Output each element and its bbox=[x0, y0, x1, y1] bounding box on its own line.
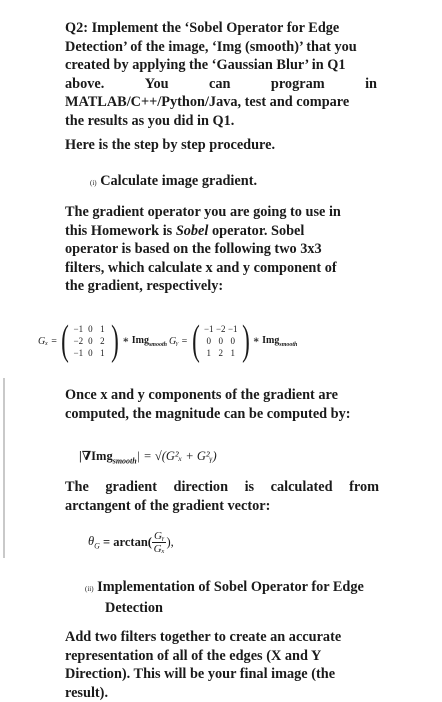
matrix-cell: 0 bbox=[215, 335, 227, 347]
fraction-numerator: Gᵧ bbox=[152, 530, 166, 543]
question-line: created by applying the ‘Gaussian Blur’ in Q1 bbox=[65, 56, 377, 75]
matrix-cell: −2 bbox=[72, 335, 84, 347]
question-line: Detection’ of the image, ‘Img (smooth)’ that you bbox=[65, 38, 377, 57]
gradient-line bbox=[65, 222, 377, 241]
direction-line bbox=[65, 478, 379, 497]
step-2-marker: (ii) bbox=[85, 585, 94, 593]
matrix-cell: −1 bbox=[72, 323, 84, 335]
question-word: above. bbox=[65, 75, 104, 94]
direction-formula bbox=[88, 530, 174, 555]
final-line: representation of all of the edges (X and Y bbox=[65, 647, 379, 666]
matrix-cell: −2 bbox=[215, 323, 227, 335]
direction-word: direction bbox=[174, 478, 229, 497]
question-line bbox=[65, 75, 377, 94]
question-word: in bbox=[365, 75, 377, 94]
magnitude-line: Once x and y components of the gradient are bbox=[65, 386, 379, 405]
question-line: MATLAB/C++/Python/Java, test and compare bbox=[65, 93, 377, 112]
gy-over-gx-fraction bbox=[152, 530, 166, 555]
matrix-paren-right: ) bbox=[111, 321, 119, 361]
final-line: result). bbox=[65, 684, 379, 702]
theta-symbol bbox=[88, 534, 100, 551]
matrix-cell: 1 bbox=[227, 347, 239, 359]
convolution-img: ∗ Img bbox=[122, 335, 149, 346]
matrix-cell: 0 bbox=[84, 323, 96, 335]
theta: θ bbox=[88, 534, 94, 548]
matrix-cell: 0 bbox=[227, 335, 239, 347]
step-2-title: Implementation of Sobel Operator for Edge bbox=[97, 579, 364, 595]
matrix-cell: −1 bbox=[203, 323, 215, 335]
matrix-cell: 1 bbox=[96, 347, 108, 359]
sobel-emphasis: Sobel bbox=[176, 223, 209, 239]
sobel-kernels-formula bbox=[38, 318, 297, 364]
nabla-img: |∇Img bbox=[79, 449, 113, 463]
direction-paragraph bbox=[65, 478, 379, 515]
question-line: Q2: Implement the ‘Sobel Operator for Edge bbox=[65, 19, 377, 38]
direction-word: from bbox=[349, 478, 379, 497]
question-word: You bbox=[145, 75, 169, 94]
direction-word: is bbox=[245, 478, 255, 497]
smooth-subscript: smooth bbox=[279, 342, 297, 348]
gradient-text: operator. Sobel bbox=[208, 223, 304, 239]
question-paragraph bbox=[65, 19, 377, 130]
matrix-cell: 0 bbox=[84, 347, 96, 359]
matrix-cell: 0 bbox=[84, 335, 96, 347]
gx-kernel-matrix bbox=[72, 323, 108, 359]
magnitude-formula bbox=[79, 448, 217, 466]
matrix-cell: −1 bbox=[227, 323, 239, 335]
arctan-text: = arctan( bbox=[100, 535, 152, 550]
magnitude-line: computed, the magnitude can be computed by: bbox=[65, 405, 379, 424]
margin-bar bbox=[3, 378, 5, 558]
gradient-line: filters, which calculate x and y component of bbox=[65, 259, 377, 278]
matrix-cell: −1 bbox=[72, 347, 84, 359]
direction-word: gradient bbox=[105, 478, 157, 497]
step-1-title: Calculate image gradient. bbox=[100, 173, 257, 189]
final-line: Direction). This will be your final image (the bbox=[65, 665, 379, 684]
fraction-denominator: Gₓ bbox=[154, 543, 165, 555]
gx-label: Gₓ = bbox=[38, 336, 57, 347]
procedure-intro: Here is the step by step procedure. bbox=[65, 136, 275, 155]
convolution-img: ∗ Img bbox=[253, 335, 280, 346]
matrix-paren-right: ) bbox=[242, 321, 250, 361]
gy-label: Gᵧ = bbox=[169, 336, 188, 347]
gy-kernel-matrix bbox=[203, 323, 239, 359]
step-1-marker: (i) bbox=[90, 179, 97, 187]
theta-subscript: G bbox=[94, 542, 100, 551]
gy-operator bbox=[253, 335, 298, 348]
gx-operator bbox=[122, 335, 167, 348]
matrix-cell: 1 bbox=[203, 347, 215, 359]
step-2-line bbox=[85, 578, 385, 599]
matrix-cell: 2 bbox=[96, 335, 108, 347]
matrix-cell: 1 bbox=[96, 323, 108, 335]
final-paragraph bbox=[65, 628, 379, 702]
final-line: Add two filters together to create an accurate bbox=[65, 628, 379, 647]
direction-word: The bbox=[65, 478, 89, 497]
step-2-heading bbox=[85, 578, 385, 617]
direction-word: calculated bbox=[271, 478, 333, 497]
question-line: the results as you did in Q1. bbox=[65, 112, 377, 131]
magnitude-paragraph bbox=[65, 386, 379, 423]
matrix-cell: 0 bbox=[203, 335, 215, 347]
step-2-line: Detection bbox=[85, 599, 385, 618]
magnitude-rhs: | = √(G²ₓ + G²ᵧ) bbox=[137, 449, 217, 463]
direction-line: arctangent of the gradient vector: bbox=[65, 497, 379, 516]
gradient-line: operator is based on the following two 3x3 bbox=[65, 240, 377, 259]
smooth-subscript: smooth bbox=[113, 457, 137, 466]
gradient-line: The gradient operator you are going to use in bbox=[65, 203, 377, 222]
arctan-close: ), bbox=[166, 535, 173, 550]
matrix-paren-left: ( bbox=[192, 321, 200, 361]
question-word: program bbox=[271, 75, 325, 94]
question-word: can bbox=[209, 75, 230, 94]
gradient-text: this Homework is bbox=[65, 223, 176, 239]
matrix-cell: 2 bbox=[215, 347, 227, 359]
gradient-paragraph bbox=[65, 203, 377, 296]
step-1-heading bbox=[90, 172, 257, 193]
smooth-subscript: smooth bbox=[149, 342, 167, 348]
matrix-paren-left: ( bbox=[61, 321, 69, 361]
magnitude-lhs bbox=[79, 449, 137, 463]
gradient-line: the gradient, respectively: bbox=[65, 277, 377, 296]
